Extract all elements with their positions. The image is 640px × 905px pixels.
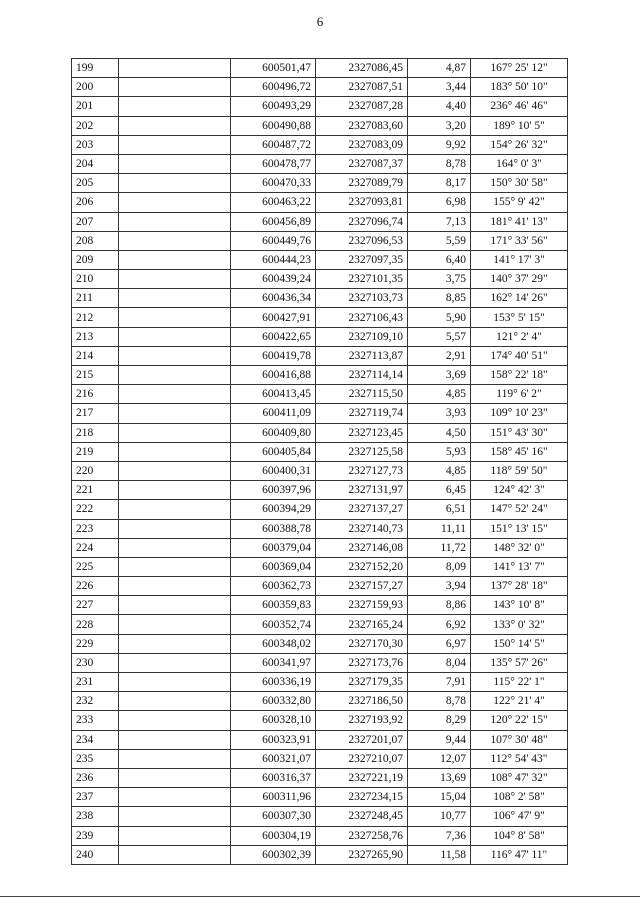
point-number-cell: 212 [72, 308, 119, 327]
table-row [72, 692, 568, 711]
x-coordinate-cell: 600332,80 [231, 692, 316, 711]
distance-cell: 7,91 [408, 673, 471, 692]
angle-cell: 107° 30' 48" [471, 730, 568, 749]
point-number-cell: 221 [72, 481, 119, 500]
y-coordinate-cell: 2327114,14 [316, 366, 408, 385]
table-row [72, 193, 568, 212]
table-row [72, 596, 568, 615]
table-row [72, 423, 568, 442]
point-number-cell: 203 [72, 135, 119, 154]
distance-cell: 4,87 [408, 59, 471, 78]
point-number-cell: 237 [72, 788, 119, 807]
angle-cell: 133° 0' 32" [471, 615, 568, 634]
y-coordinate-cell: 2327210,07 [316, 749, 408, 768]
x-coordinate-cell: 600456,89 [231, 212, 316, 231]
angle-cell: 150° 14' 5" [471, 634, 568, 653]
distance-cell: 3,69 [408, 366, 471, 385]
x-coordinate-cell: 600369,04 [231, 557, 316, 576]
x-coordinate-cell: 600316,37 [231, 768, 316, 787]
y-coordinate-cell: 2327087,37 [316, 154, 408, 173]
x-coordinate-cell: 600439,24 [231, 270, 316, 289]
table-row [72, 404, 568, 423]
table-row [72, 270, 568, 289]
x-coordinate-cell: 600311,96 [231, 788, 316, 807]
x-coordinate-cell: 600394,29 [231, 500, 316, 519]
angle-cell: 154° 26' 32" [471, 135, 568, 154]
y-coordinate-cell: 2327131,97 [316, 481, 408, 500]
angle-cell: 141° 17' 3" [471, 250, 568, 269]
x-coordinate-cell: 600427,91 [231, 308, 316, 327]
empty-cell [119, 154, 231, 173]
x-coordinate-cell: 600348,02 [231, 634, 316, 653]
distance-cell: 5,57 [408, 327, 471, 346]
x-coordinate-cell: 600362,73 [231, 577, 316, 596]
empty-cell [119, 78, 231, 97]
empty-cell [119, 768, 231, 787]
empty-cell [119, 711, 231, 730]
distance-cell: 8,29 [408, 711, 471, 730]
y-coordinate-cell: 2327186,50 [316, 692, 408, 711]
y-coordinate-cell: 2327258,76 [316, 826, 408, 845]
table-row [72, 500, 568, 519]
point-number-cell: 204 [72, 154, 119, 173]
angle-cell: 183° 50' 10" [471, 78, 568, 97]
x-coordinate-cell: 600405,84 [231, 442, 316, 461]
table-row [72, 59, 568, 78]
x-coordinate-cell: 600478,77 [231, 154, 316, 173]
y-coordinate-cell: 2327086,45 [316, 59, 408, 78]
y-coordinate-cell: 2327248,45 [316, 807, 408, 826]
distance-cell: 9,92 [408, 135, 471, 154]
table-row [72, 174, 568, 193]
y-coordinate-cell: 2327265,90 [316, 845, 408, 864]
empty-cell [119, 135, 231, 154]
angle-cell: 109° 10' 23" [471, 404, 568, 423]
distance-cell: 11,72 [408, 538, 471, 557]
point-number-cell: 215 [72, 366, 119, 385]
page-number: 6 [316, 14, 324, 29]
point-number-cell: 223 [72, 519, 119, 538]
angle-cell: 148° 32' 0" [471, 538, 568, 557]
empty-cell [119, 59, 231, 78]
x-coordinate-cell: 600379,04 [231, 538, 316, 557]
empty-cell [119, 845, 231, 864]
y-coordinate-cell: 2327083,60 [316, 116, 408, 135]
y-coordinate-cell: 2327234,15 [316, 788, 408, 807]
distance-cell: 3,44 [408, 78, 471, 97]
point-number-cell: 222 [72, 500, 119, 519]
angle-cell: 158° 45' 16" [471, 442, 568, 461]
empty-cell [119, 826, 231, 845]
x-coordinate-cell: 600388,78 [231, 519, 316, 538]
distance-cell: 11,58 [408, 845, 471, 864]
table-row [72, 730, 568, 749]
empty-cell [119, 730, 231, 749]
y-coordinate-cell: 2327152,20 [316, 557, 408, 576]
empty-cell [119, 557, 231, 576]
table-row [72, 481, 568, 500]
angle-cell: 135° 57' 26" [471, 653, 568, 672]
y-coordinate-cell: 2327087,51 [316, 78, 408, 97]
point-number-cell: 228 [72, 615, 119, 634]
angle-cell: 120° 22' 15" [471, 711, 568, 730]
empty-cell [119, 116, 231, 135]
point-number-cell: 208 [72, 231, 119, 250]
empty-cell [119, 385, 231, 404]
table-row [72, 442, 568, 461]
x-coordinate-cell: 600411,09 [231, 404, 316, 423]
point-number-cell: 218 [72, 423, 119, 442]
empty-cell [119, 673, 231, 692]
point-number-cell: 240 [72, 845, 119, 864]
table-row [72, 346, 568, 365]
point-number-cell: 225 [72, 557, 119, 576]
empty-cell [119, 615, 231, 634]
point-number-cell: 199 [72, 59, 119, 78]
x-coordinate-cell: 600501,47 [231, 59, 316, 78]
distance-cell: 6,51 [408, 500, 471, 519]
y-coordinate-cell: 2327083,09 [316, 135, 408, 154]
point-number-cell: 219 [72, 442, 119, 461]
x-coordinate-cell: 600304,19 [231, 826, 316, 845]
distance-cell: 6,45 [408, 481, 471, 500]
y-coordinate-cell: 2327087,28 [316, 97, 408, 116]
point-number-cell: 217 [72, 404, 119, 423]
angle-cell: 119° 6' 2" [471, 385, 568, 404]
empty-cell [119, 404, 231, 423]
point-number-cell: 200 [72, 78, 119, 97]
empty-cell [119, 788, 231, 807]
empty-cell [119, 596, 231, 615]
empty-cell [119, 212, 231, 231]
table-row [72, 78, 568, 97]
point-number-cell: 229 [72, 634, 119, 653]
point-number-cell: 205 [72, 174, 119, 193]
y-coordinate-cell: 2327159,93 [316, 596, 408, 615]
distance-cell: 8,09 [408, 557, 471, 576]
distance-cell: 7,13 [408, 212, 471, 231]
empty-cell [119, 193, 231, 212]
point-number-cell: 234 [72, 730, 119, 749]
point-number-cell: 235 [72, 749, 119, 768]
empty-cell [119, 231, 231, 250]
y-coordinate-cell: 2327127,73 [316, 461, 408, 480]
table-row [72, 308, 568, 327]
y-coordinate-cell: 2327170,30 [316, 634, 408, 653]
distance-cell: 8,04 [408, 653, 471, 672]
angle-cell: 106° 47' 9" [471, 807, 568, 826]
empty-cell [119, 346, 231, 365]
angle-cell: 124° 42' 3" [471, 481, 568, 500]
x-coordinate-cell: 600463,22 [231, 193, 316, 212]
table-row [72, 634, 568, 653]
angle-cell: 140° 37' 29" [471, 270, 568, 289]
distance-cell: 6,98 [408, 193, 471, 212]
empty-cell [119, 807, 231, 826]
x-coordinate-cell: 600413,45 [231, 385, 316, 404]
x-coordinate-cell: 600470,33 [231, 174, 316, 193]
empty-cell [119, 366, 231, 385]
distance-cell: 7,36 [408, 826, 471, 845]
coordinates-table [71, 58, 568, 865]
distance-cell: 6,97 [408, 634, 471, 653]
x-coordinate-cell: 600416,88 [231, 366, 316, 385]
angle-cell: 189° 10' 5" [471, 116, 568, 135]
angle-cell: 162° 14' 26" [471, 289, 568, 308]
y-coordinate-cell: 2327109,10 [316, 327, 408, 346]
x-coordinate-cell: 600352,74 [231, 615, 316, 634]
empty-cell [119, 270, 231, 289]
table-row [72, 845, 568, 864]
point-number-cell: 211 [72, 289, 119, 308]
angle-cell: 164° 0' 3" [471, 154, 568, 173]
distance-cell: 4,50 [408, 423, 471, 442]
y-coordinate-cell: 2327201,07 [316, 730, 408, 749]
x-coordinate-cell: 600496,72 [231, 78, 316, 97]
table-row [72, 653, 568, 672]
empty-cell [119, 327, 231, 346]
distance-cell: 5,59 [408, 231, 471, 250]
x-coordinate-cell: 600321,07 [231, 749, 316, 768]
table-row [72, 577, 568, 596]
empty-cell [119, 308, 231, 327]
y-coordinate-cell: 2327140,73 [316, 519, 408, 538]
distance-cell: 12,07 [408, 749, 471, 768]
angle-cell: 104° 8' 58" [471, 826, 568, 845]
point-number-cell: 220 [72, 461, 119, 480]
x-coordinate-cell: 600397,96 [231, 481, 316, 500]
empty-cell [119, 519, 231, 538]
y-coordinate-cell: 2327119,74 [316, 404, 408, 423]
x-coordinate-cell: 600493,29 [231, 97, 316, 116]
x-coordinate-cell: 600490,88 [231, 116, 316, 135]
angle-cell: 158° 22' 18" [471, 366, 568, 385]
y-coordinate-cell: 2327165,24 [316, 615, 408, 634]
distance-cell: 3,75 [408, 270, 471, 289]
distance-cell: 13,69 [408, 768, 471, 787]
point-number-cell: 210 [72, 270, 119, 289]
point-number-cell: 202 [72, 116, 119, 135]
point-number-cell: 227 [72, 596, 119, 615]
angle-cell: 122° 21' 4" [471, 692, 568, 711]
empty-cell [119, 634, 231, 653]
x-coordinate-cell: 600341,97 [231, 653, 316, 672]
angle-cell: 155° 9' 42" [471, 193, 568, 212]
angle-cell: 141° 13' 7" [471, 557, 568, 576]
point-number-cell: 207 [72, 212, 119, 231]
x-coordinate-cell: 600328,10 [231, 711, 316, 730]
point-number-cell: 233 [72, 711, 119, 730]
distance-cell: 10,77 [408, 807, 471, 826]
x-coordinate-cell: 600336,19 [231, 673, 316, 692]
angle-cell: 150° 30' 58" [471, 174, 568, 193]
angle-cell: 153° 5' 15" [471, 308, 568, 327]
table-row [72, 461, 568, 480]
y-coordinate-cell: 2327113,87 [316, 346, 408, 365]
x-coordinate-cell: 600419,78 [231, 346, 316, 365]
y-coordinate-cell: 2327103,73 [316, 289, 408, 308]
table-row [72, 826, 568, 845]
angle-cell: 151° 13' 15" [471, 519, 568, 538]
y-coordinate-cell: 2327115,50 [316, 385, 408, 404]
angle-cell: 167° 25' 12" [471, 59, 568, 78]
empty-cell [119, 97, 231, 116]
empty-cell [119, 289, 231, 308]
table-row [72, 327, 568, 346]
table-row [72, 385, 568, 404]
point-number-cell: 201 [72, 97, 119, 116]
coordinates-table-body [72, 59, 568, 865]
distance-cell: 9,44 [408, 730, 471, 749]
angle-cell: 118° 59' 50" [471, 461, 568, 480]
point-number-cell: 232 [72, 692, 119, 711]
x-coordinate-cell: 600444,23 [231, 250, 316, 269]
table-row [72, 116, 568, 135]
point-number-cell: 231 [72, 673, 119, 692]
y-coordinate-cell: 2327096,74 [316, 212, 408, 231]
angle-cell: 147° 52' 24" [471, 500, 568, 519]
x-coordinate-cell: 600302,39 [231, 845, 316, 864]
point-number-cell: 238 [72, 807, 119, 826]
y-coordinate-cell: 2327097,35 [316, 250, 408, 269]
y-coordinate-cell: 2327193,92 [316, 711, 408, 730]
distance-cell: 3,20 [408, 116, 471, 135]
point-number-cell: 224 [72, 538, 119, 557]
point-number-cell: 236 [72, 768, 119, 787]
distance-cell: 6,40 [408, 250, 471, 269]
empty-cell [119, 174, 231, 193]
y-coordinate-cell: 2327221,19 [316, 768, 408, 787]
table-row [72, 788, 568, 807]
distance-cell: 15,04 [408, 788, 471, 807]
angle-cell: 236° 46' 46" [471, 97, 568, 116]
angle-cell: 143° 10' 8" [471, 596, 568, 615]
x-coordinate-cell: 600323,91 [231, 730, 316, 749]
angle-cell: 171° 33' 56" [471, 231, 568, 250]
table-row [72, 519, 568, 538]
distance-cell: 5,93 [408, 442, 471, 461]
angle-cell: 137° 28' 18" [471, 577, 568, 596]
point-number-cell: 226 [72, 577, 119, 596]
empty-cell [119, 442, 231, 461]
point-number-cell: 213 [72, 327, 119, 346]
point-number-cell: 230 [72, 653, 119, 672]
distance-cell: 8,86 [408, 596, 471, 615]
y-coordinate-cell: 2327089,79 [316, 174, 408, 193]
y-coordinate-cell: 2327101,35 [316, 270, 408, 289]
distance-cell: 3,94 [408, 577, 471, 596]
empty-cell [119, 749, 231, 768]
distance-cell: 4,85 [408, 385, 471, 404]
x-coordinate-cell: 600409,80 [231, 423, 316, 442]
x-coordinate-cell: 600359,83 [231, 596, 316, 615]
y-coordinate-cell: 2327179,35 [316, 673, 408, 692]
angle-cell: 151° 43' 30" [471, 423, 568, 442]
table-row [72, 154, 568, 173]
point-number-cell: 214 [72, 346, 119, 365]
distance-cell: 4,40 [408, 97, 471, 116]
empty-cell [119, 481, 231, 500]
x-coordinate-cell: 600436,34 [231, 289, 316, 308]
empty-cell [119, 500, 231, 519]
point-number-cell: 209 [72, 250, 119, 269]
table-row [72, 749, 568, 768]
y-coordinate-cell: 2327173,76 [316, 653, 408, 672]
empty-cell [119, 538, 231, 557]
angle-cell: 116° 47' 11" [471, 845, 568, 864]
distance-cell: 8,17 [408, 174, 471, 193]
distance-cell: 4,85 [408, 461, 471, 480]
distance-cell: 3,93 [408, 404, 471, 423]
table-row [72, 212, 568, 231]
table-row [72, 231, 568, 250]
x-coordinate-cell: 600307,30 [231, 807, 316, 826]
footer-rule [0, 896, 640, 897]
point-number-cell: 216 [72, 385, 119, 404]
distance-cell: 8,78 [408, 692, 471, 711]
point-number-cell: 206 [72, 193, 119, 212]
table-row [72, 250, 568, 269]
y-coordinate-cell: 2327157,27 [316, 577, 408, 596]
x-coordinate-cell: 600487,72 [231, 135, 316, 154]
table-row [72, 538, 568, 557]
distance-cell: 11,11 [408, 519, 471, 538]
angle-cell: 121° 2' 4" [471, 327, 568, 346]
table-row [72, 135, 568, 154]
x-coordinate-cell: 600422,65 [231, 327, 316, 346]
distance-cell: 2,91 [408, 346, 471, 365]
distance-cell: 8,78 [408, 154, 471, 173]
y-coordinate-cell: 2327093,81 [316, 193, 408, 212]
empty-cell [119, 423, 231, 442]
table-row [72, 711, 568, 730]
empty-cell [119, 692, 231, 711]
y-coordinate-cell: 2327146,08 [316, 538, 408, 557]
angle-cell: 174° 40' 51" [471, 346, 568, 365]
distance-cell: 8,85 [408, 289, 471, 308]
x-coordinate-cell: 600449,76 [231, 231, 316, 250]
distance-cell: 5,90 [408, 308, 471, 327]
angle-cell: 181° 41' 13" [471, 212, 568, 231]
empty-cell [119, 653, 231, 672]
angle-cell: 115° 22' 1" [471, 673, 568, 692]
y-coordinate-cell: 2327096,53 [316, 231, 408, 250]
table-row [72, 768, 568, 787]
y-coordinate-cell: 2327123,45 [316, 423, 408, 442]
angle-cell: 108° 2' 58" [471, 788, 568, 807]
table-row [72, 289, 568, 308]
distance-cell: 6,92 [408, 615, 471, 634]
table-row [72, 673, 568, 692]
point-number-cell: 239 [72, 826, 119, 845]
table-row [72, 557, 568, 576]
x-coordinate-cell: 600400,31 [231, 461, 316, 480]
angle-cell: 112° 54' 43" [471, 749, 568, 768]
y-coordinate-cell: 2327125,58 [316, 442, 408, 461]
table-row [72, 807, 568, 826]
y-coordinate-cell: 2327106,43 [316, 308, 408, 327]
angle-cell: 108° 47' 32" [471, 768, 568, 787]
table-row [72, 366, 568, 385]
table-row [72, 615, 568, 634]
y-coordinate-cell: 2327137,27 [316, 500, 408, 519]
table-row [72, 97, 568, 116]
empty-cell [119, 577, 231, 596]
empty-cell [119, 461, 231, 480]
empty-cell [119, 250, 231, 269]
